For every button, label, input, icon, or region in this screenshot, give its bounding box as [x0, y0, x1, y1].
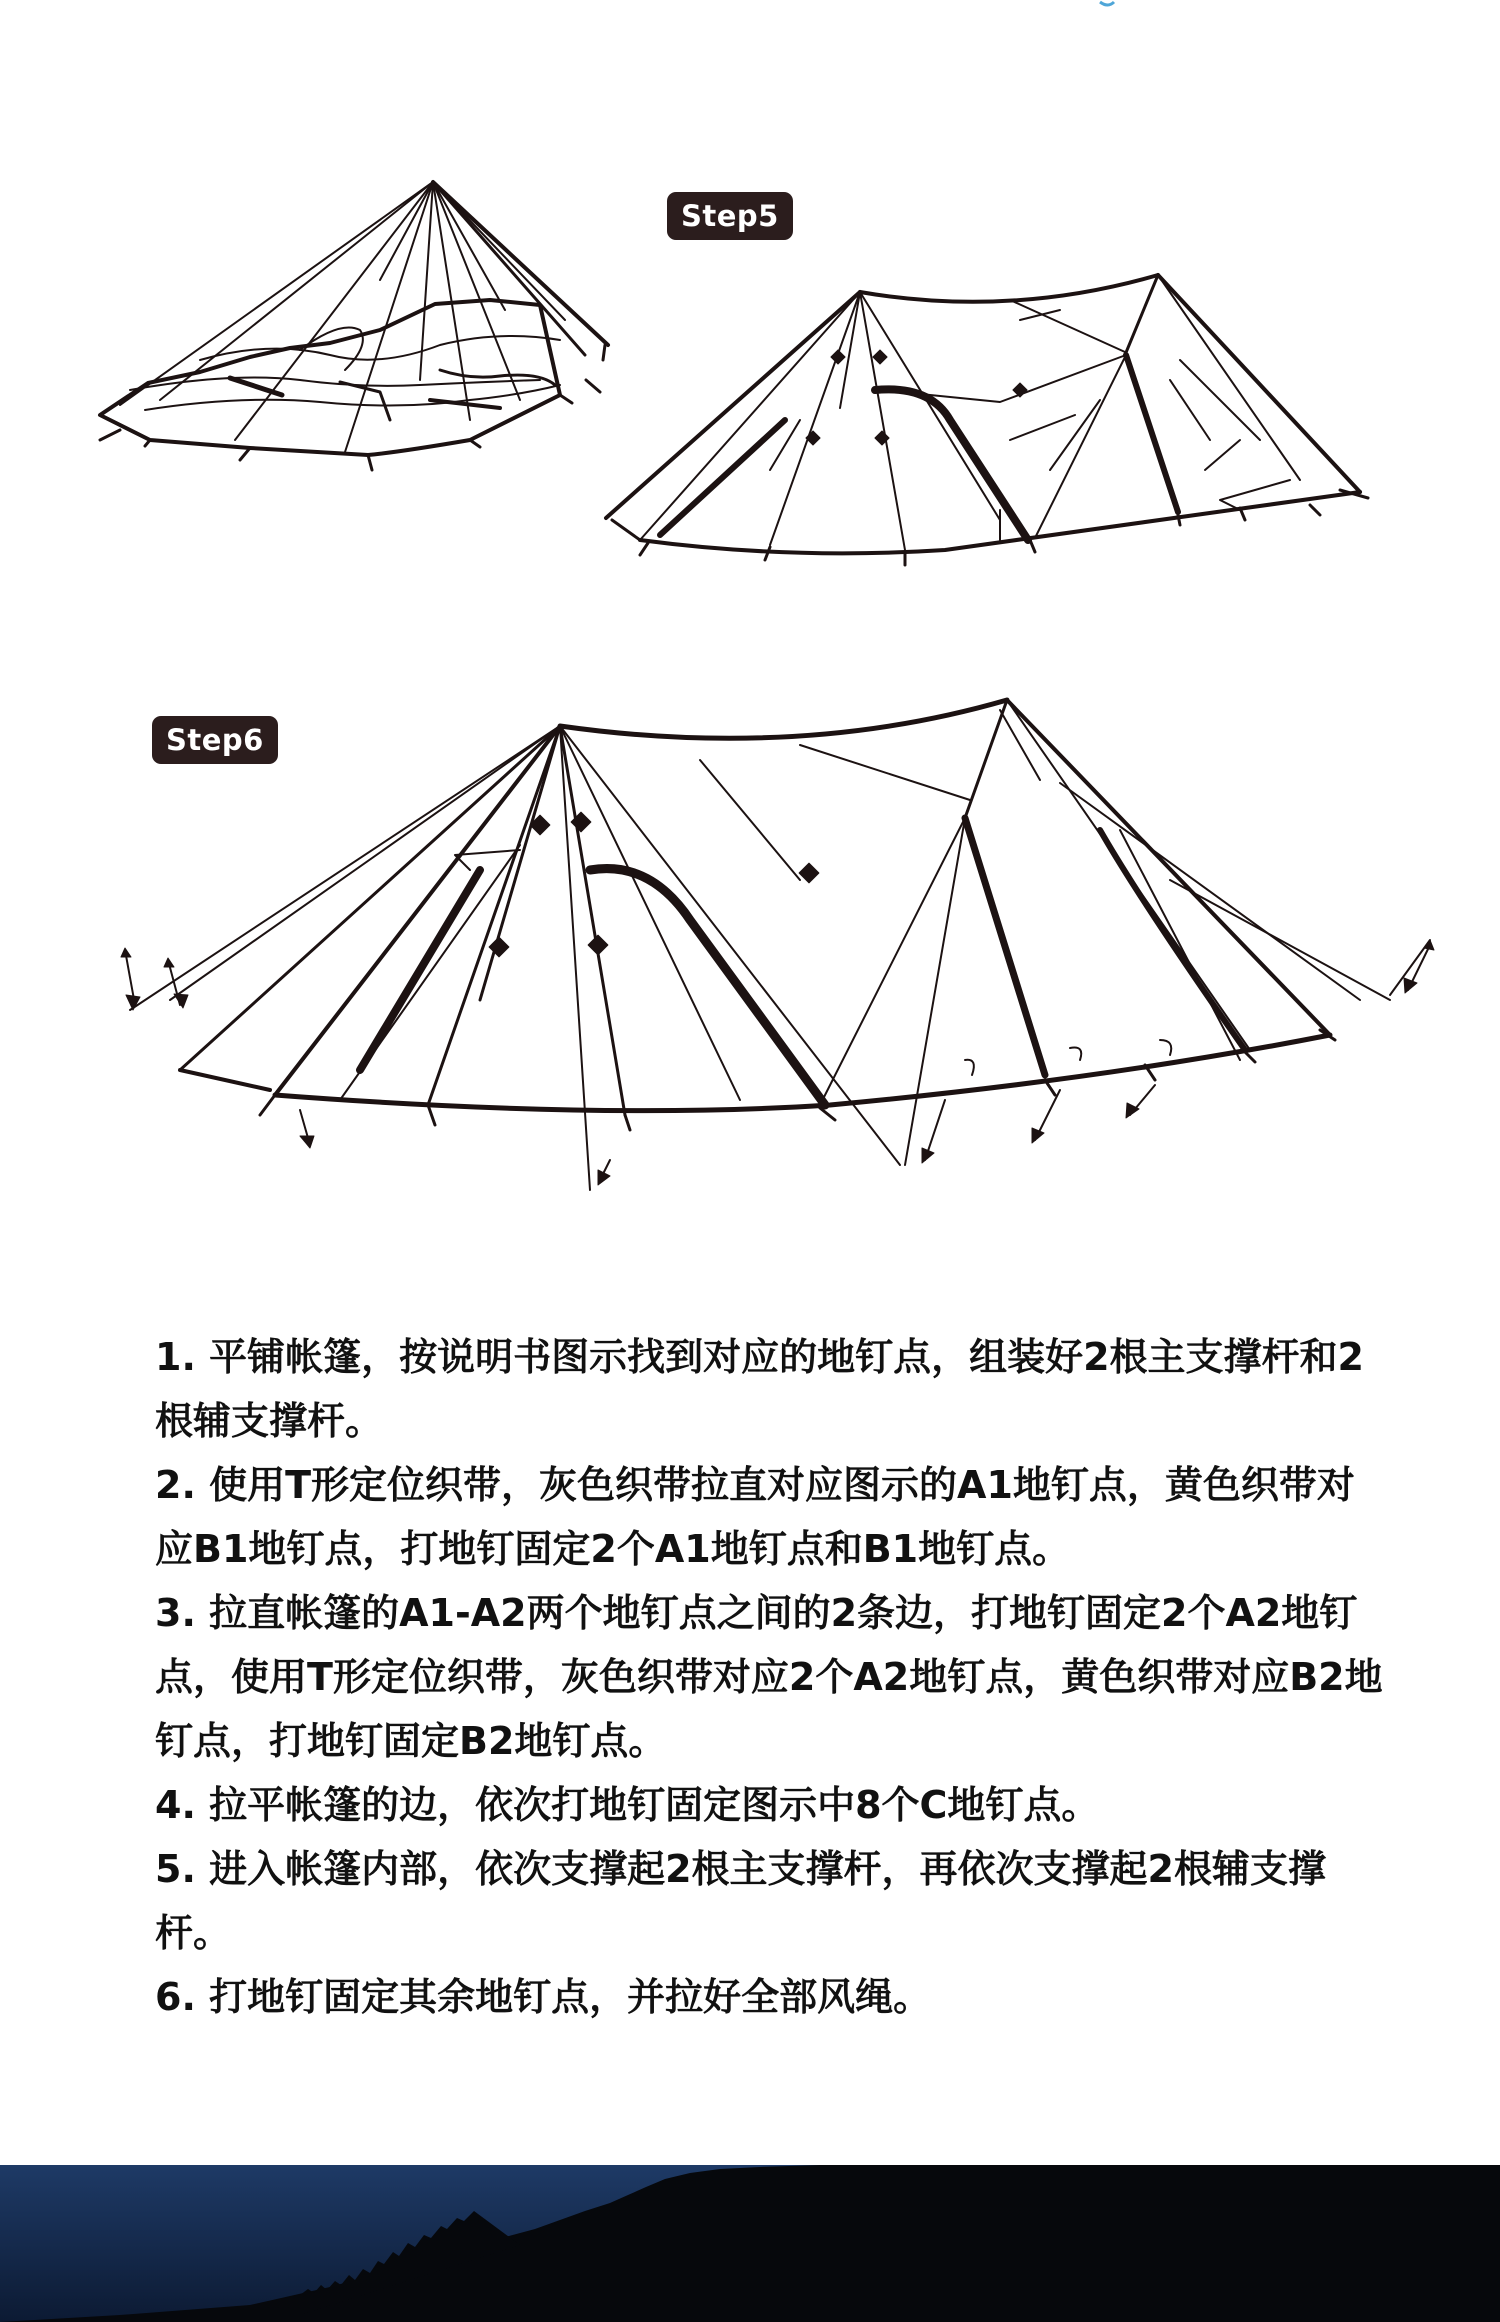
step6-badge: Step6 [152, 716, 278, 764]
night-mountain-photo [0, 2165, 1500, 2322]
step5-badge: Step5 [667, 192, 793, 240]
instruction-item: 3. 拉直帐篷的A1-A2两个地钉点之间的2条边，打地钉固定2个A2地钉点，使用T形定位织带，灰色织带对应2个A2地钉点，黄色织带对应B2地钉点，打地钉固定B2地钉点。 [155, 1591, 1383, 1763]
tent-step5-illustration [606, 275, 1368, 565]
instruction-item: 6. 打地钉固定其余地钉点，并拉好全部风绳。 [155, 1975, 932, 2019]
tent-step6-illustration [121, 700, 1434, 1190]
top-fragment [1100, 2, 1114, 5]
instruction-item: 2. 使用T形定位织带，灰色织带拉直对应图示的A1地钉点，黄色织带对应B1地钉点，打地钉固定2个A1地钉点和B1地钉点。 [155, 1463, 1355, 1571]
tent-flat-illustration [100, 182, 608, 470]
instruction-item: 5. 进入帐篷内部，依次支撑起2根主支撑杆，再依次支撑起2根辅支撑杆。 [155, 1847, 1326, 1955]
instruction-item: 4. 拉平帐篷的边，依次打地钉固定图示中8个C地钉点。 [155, 1783, 1100, 1827]
instruction-list [155, 1325, 1385, 2029]
instruction-item: 1. 平铺帐篷，按说明书图示找到对应的地钉点，组装好2根主支撑杆和2根辅支撑杆。 [155, 1335, 1364, 1443]
